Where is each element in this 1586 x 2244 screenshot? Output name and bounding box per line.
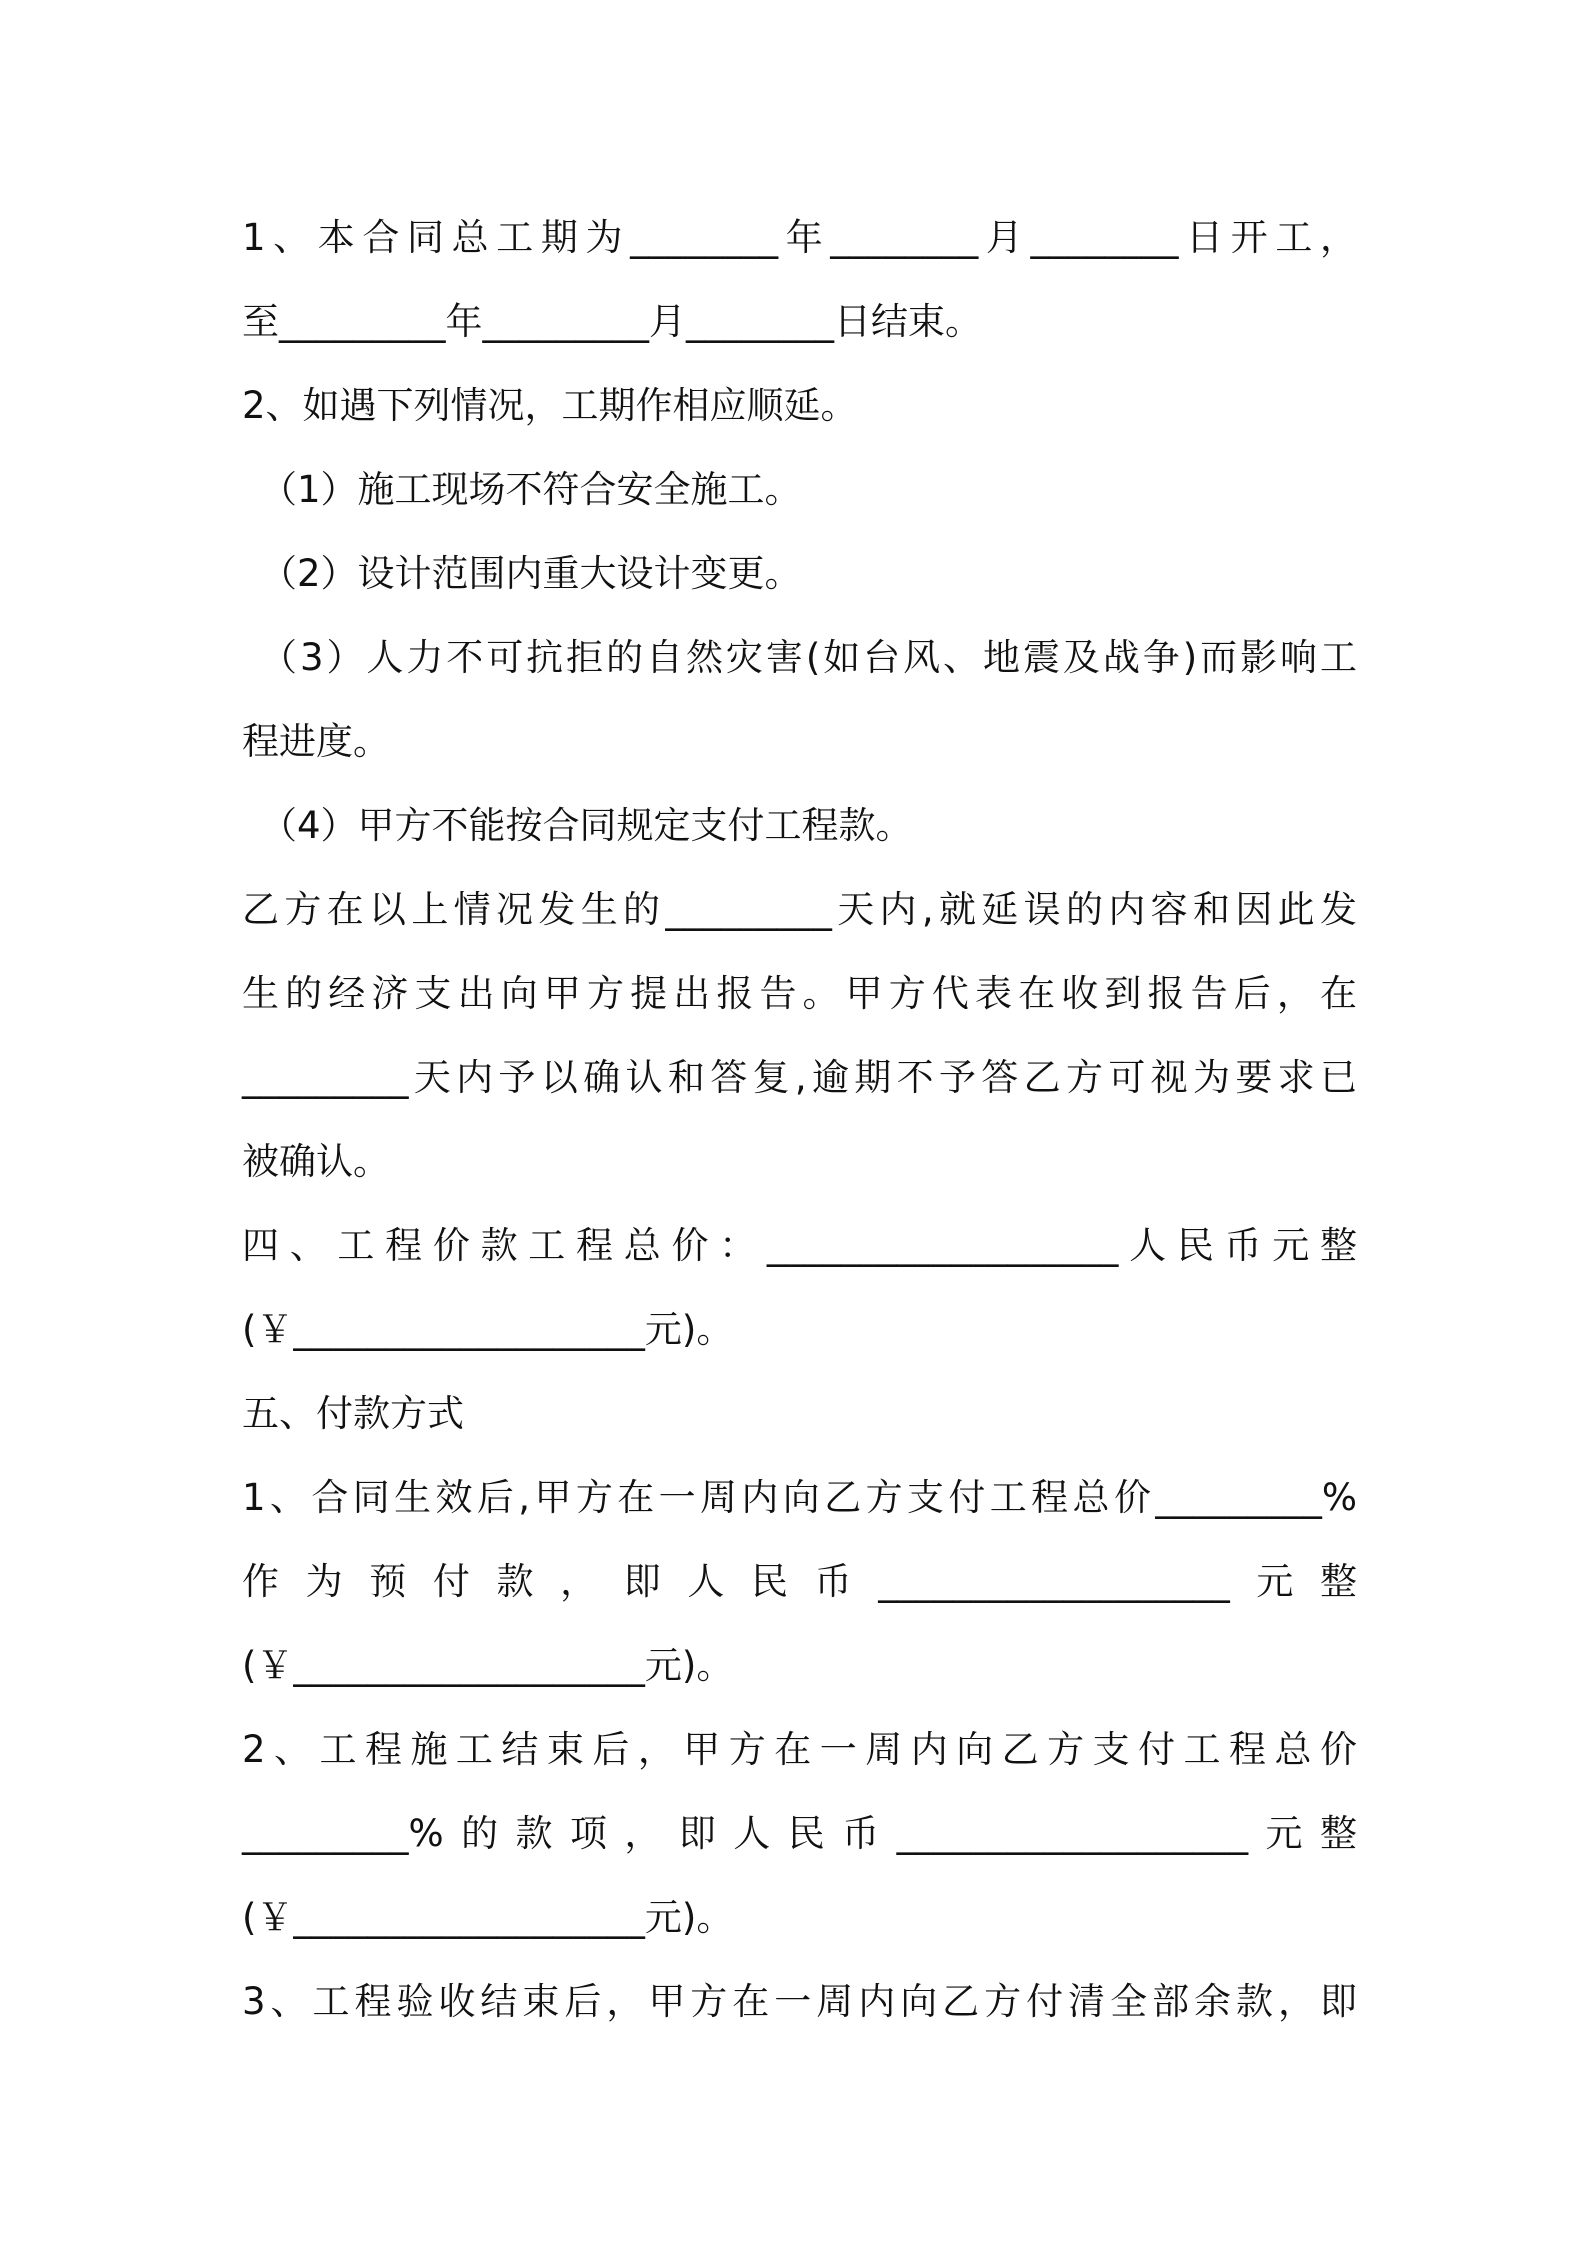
text-line: 被确认。 (242, 1140, 390, 1183)
text-line: （2）设计范围内重大设计变更。 (260, 552, 802, 595)
text-line: （4）甲方不能按合同规定支付工程款。 (260, 804, 913, 847)
text-line: 1、合同生效后,甲方在一周内向乙方支付工程总价_________% (242, 1476, 1357, 1519)
text-line: 乙方在以上情况发生的_________天内,就延误的内容和因此发 (242, 888, 1357, 931)
text-line: (￥___________________元)。 (242, 1308, 734, 1351)
text-line: 程进度。 (242, 720, 390, 763)
text-line: 2、如遇下列情况，工期作相应顺延。 (242, 384, 858, 427)
text-line: 至_________年_________月________日结束。 (242, 300, 982, 343)
text-line: 生的经济支出向甲方提出报告。甲方代表在收到报告后，在 (242, 972, 1357, 1015)
text-line: (￥___________________元)。 (242, 1644, 734, 1687)
text-line: 四、工程价款工程总价：___________________人民币元整 (242, 1224, 1357, 1267)
text-line: 五、付款方式 (242, 1392, 464, 1435)
text-line: _________%的款项，即人民币___________________元整 (242, 1812, 1357, 1855)
text-line: 1、本合同总工期为________年________月________日开工， (242, 216, 1357, 259)
text-line: 作为预付款，即人民币___________________元整 (242, 1560, 1357, 1603)
text-line: （3）人力不可抗拒的自然灾害(如台风、地震及战争)而影响工 (260, 636, 1357, 679)
text-line: (￥___________________元)。 (242, 1896, 734, 1939)
text-line: _________天内予以确认和答复,逾期不予答乙方可视为要求已 (242, 1056, 1357, 1099)
text-line: 2、工程施工结束后，甲方在一周内向乙方支付工程总价 (242, 1728, 1357, 1771)
contract-page (242, 196, 1357, 2044)
text-line: 3、工程验收结束后，甲方在一周内向乙方付清全部余款，即 (242, 1980, 1357, 2023)
text-line: （1）施工现场不符合安全施工。 (260, 468, 802, 511)
